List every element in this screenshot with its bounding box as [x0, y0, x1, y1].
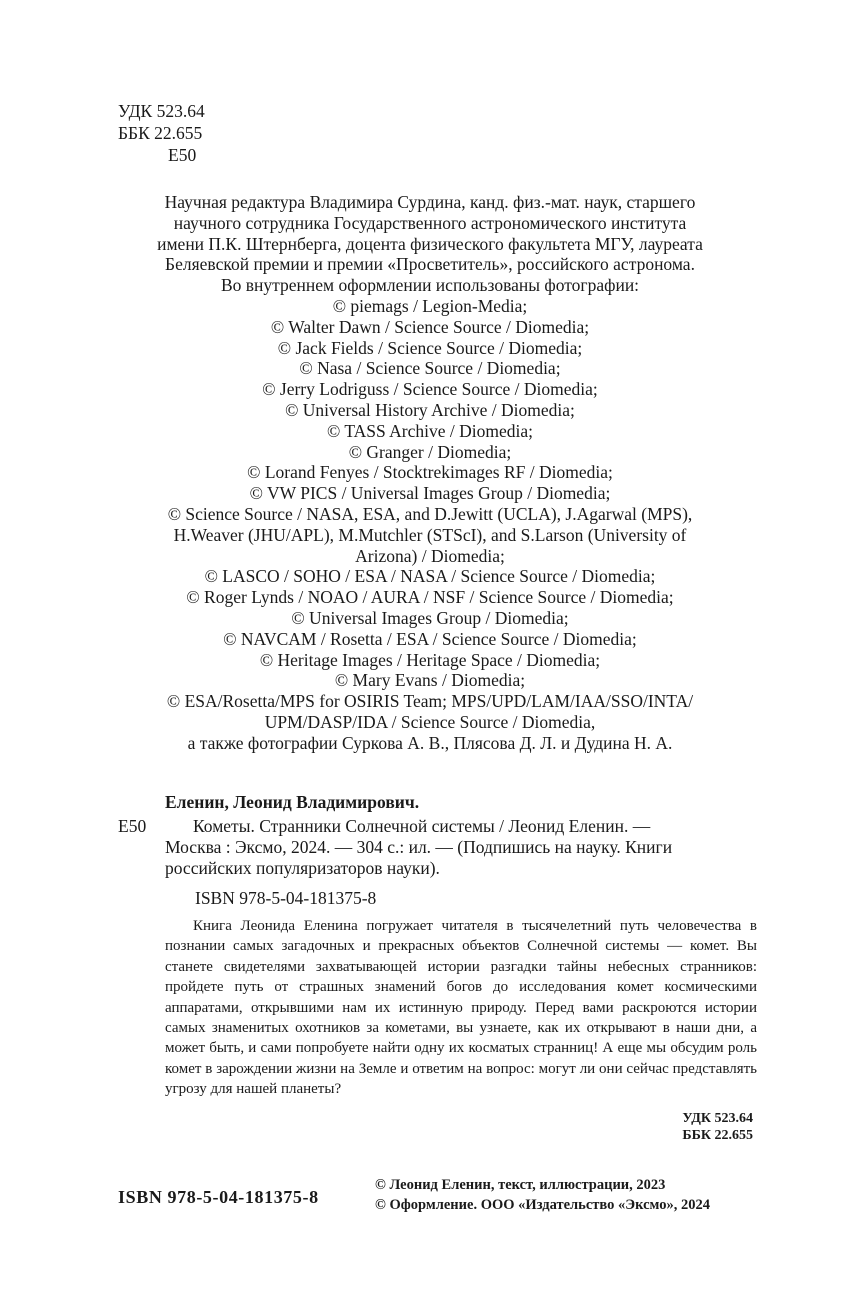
- credit-line: © Heritage Images / Heritage Space / Diomedia;: [259, 649, 601, 670]
- bibliography-line-1: Кометы. Странники Солнечной системы / Леонид Еленин. —: [193, 816, 651, 836]
- bibliography-line-3: российских популяризаторов науки).: [165, 858, 440, 878]
- credit-line: а также фотографии Суркова А. В., Плясова Д. Л. и Дудина Н. А.: [187, 732, 673, 753]
- credit-line: © NAVCAM / Rosetta / ESA / Science Source / Diomedia;: [223, 628, 637, 649]
- credit-line: © ESA/Rosetta/MPS for OSIRIS Team; MPS/UPD/LAM/IAA/SSO/INTA/: [166, 691, 694, 712]
- bibliography-line-2: Москва : Эксмо, 2024. — 304 с.: ил. — (Подпишись на науку. Книги: [165, 837, 673, 857]
- bibliography-sign: Е50: [118, 816, 147, 836]
- credit-line: © piemags / Legion-Media;: [332, 295, 528, 316]
- credit-line: Arizona) / Diomedia;: [355, 545, 505, 566]
- photo-credits: [110, 192, 750, 754]
- credit-line: имени П.К. Штернберга, доцента физического факультета МГУ, лауреата: [157, 233, 703, 254]
- credit-line: © LASCO / SOHO / ESA / NASA / Science Source / Diomedia;: [204, 566, 656, 587]
- bbk-code-right: ББК 22.655: [682, 1128, 753, 1143]
- credit-line: © Jack Fields / Science Source / Diomedia;: [277, 337, 583, 358]
- credit-line: © Jerry Lodriguss / Science Source / Diomedia;: [262, 379, 598, 400]
- credit-line: © Nasa / Science Source / Diomedia;: [299, 358, 561, 379]
- credit-line: © Roger Lynds / NOAO / AURA / NSF / Science Source / Diomedia;: [186, 587, 674, 608]
- credit-line: Научная редактура Владимира Сурдина, канд. физ.-мат. наук, старшего: [164, 192, 696, 212]
- author-sign: Е50: [168, 145, 197, 165]
- udk-code: УДК 523.64: [118, 101, 205, 121]
- credit-line: © VW PICS / Universal Images Group / Diomedia;: [249, 483, 611, 504]
- credit-line: © Lorand Fenyes / Stocktrekimages RF / Diomedia;: [247, 462, 613, 483]
- book-annotation: Книга Леонида Еленина погружает читателя в тысячелетний путь человечества в познании самых загадочных и прекрасных объектов Солнечной системы — комет. Вы станете свидетелями захватывающей истории разгадки тайны небесных странников: пройдете путь от страшных знамений богов до исследования комет космическими аппаратами, открывшими нам их истинную природу. Перед вами раскроются истории самых знаменитых охотников за кометами, вы узнаете, как их открывают в наши дни, а может быть, и сами попробуете найти одну их косматых странниц! А еще мы обсудим роль комет в зарождении жизни на Земле и ответим на вопрос: могут ли они сейчас представлять угрозу для нашей планеты?: [165, 918, 757, 1098]
- credit-line: научного сотрудника Государственного астрономического института: [173, 212, 687, 233]
- credit-line: © Mary Evans / Diomedia;: [334, 670, 526, 691]
- credit-line: Во внутреннем оформлении использованы фотографии:: [220, 275, 640, 296]
- footer-isbn: ISBN 978-5-04-181375-8: [118, 1187, 319, 1207]
- copyright-design: © Оформление. ООО «Издательство «Эксмо», 2024: [375, 1197, 710, 1213]
- copyright-text: © Леонид Еленин, текст, иллюстрации, 2023: [375, 1177, 666, 1193]
- credit-line: UPM/DASP/IDA / Science Source / Diomedia,: [264, 711, 596, 732]
- credit-line: Беляевской премии и премии «Просветитель», российского астронома.: [165, 254, 695, 275]
- classification-codes-right: [682, 1110, 753, 1144]
- credit-line: © Science Source / NASA, ESA, and D.Jewitt (UCLA), J.Agarwal (MPS),: [167, 503, 693, 524]
- credit-line: © Universal History Archive / Diomedia;: [285, 399, 575, 420]
- credit-line: © Walter Dawn / Science Source / Diomedia;: [270, 316, 590, 337]
- credit-line: © Universal Images Group / Diomedia;: [291, 607, 569, 628]
- credit-line: H.Weaver (JHU/APL), M.Mutchler (STScI), and S.Larson (University of: [173, 524, 687, 545]
- bibliography-isbn: ISBN 978-5-04-181375-8: [195, 888, 377, 908]
- classification-codes: [118, 100, 205, 166]
- udk-code-right: УДК 523.64: [682, 1111, 753, 1126]
- bbk-code: ББК 22.655: [118, 123, 203, 143]
- credit-line: © TASS Archive / Diomedia;: [326, 420, 533, 441]
- bibliography-author: Еленин, Леонид Владимирович.: [165, 792, 420, 812]
- copyright-block: [375, 1175, 710, 1215]
- bibliography-description: [165, 816, 757, 879]
- credit-line: © Granger / Diomedia;: [348, 441, 512, 462]
